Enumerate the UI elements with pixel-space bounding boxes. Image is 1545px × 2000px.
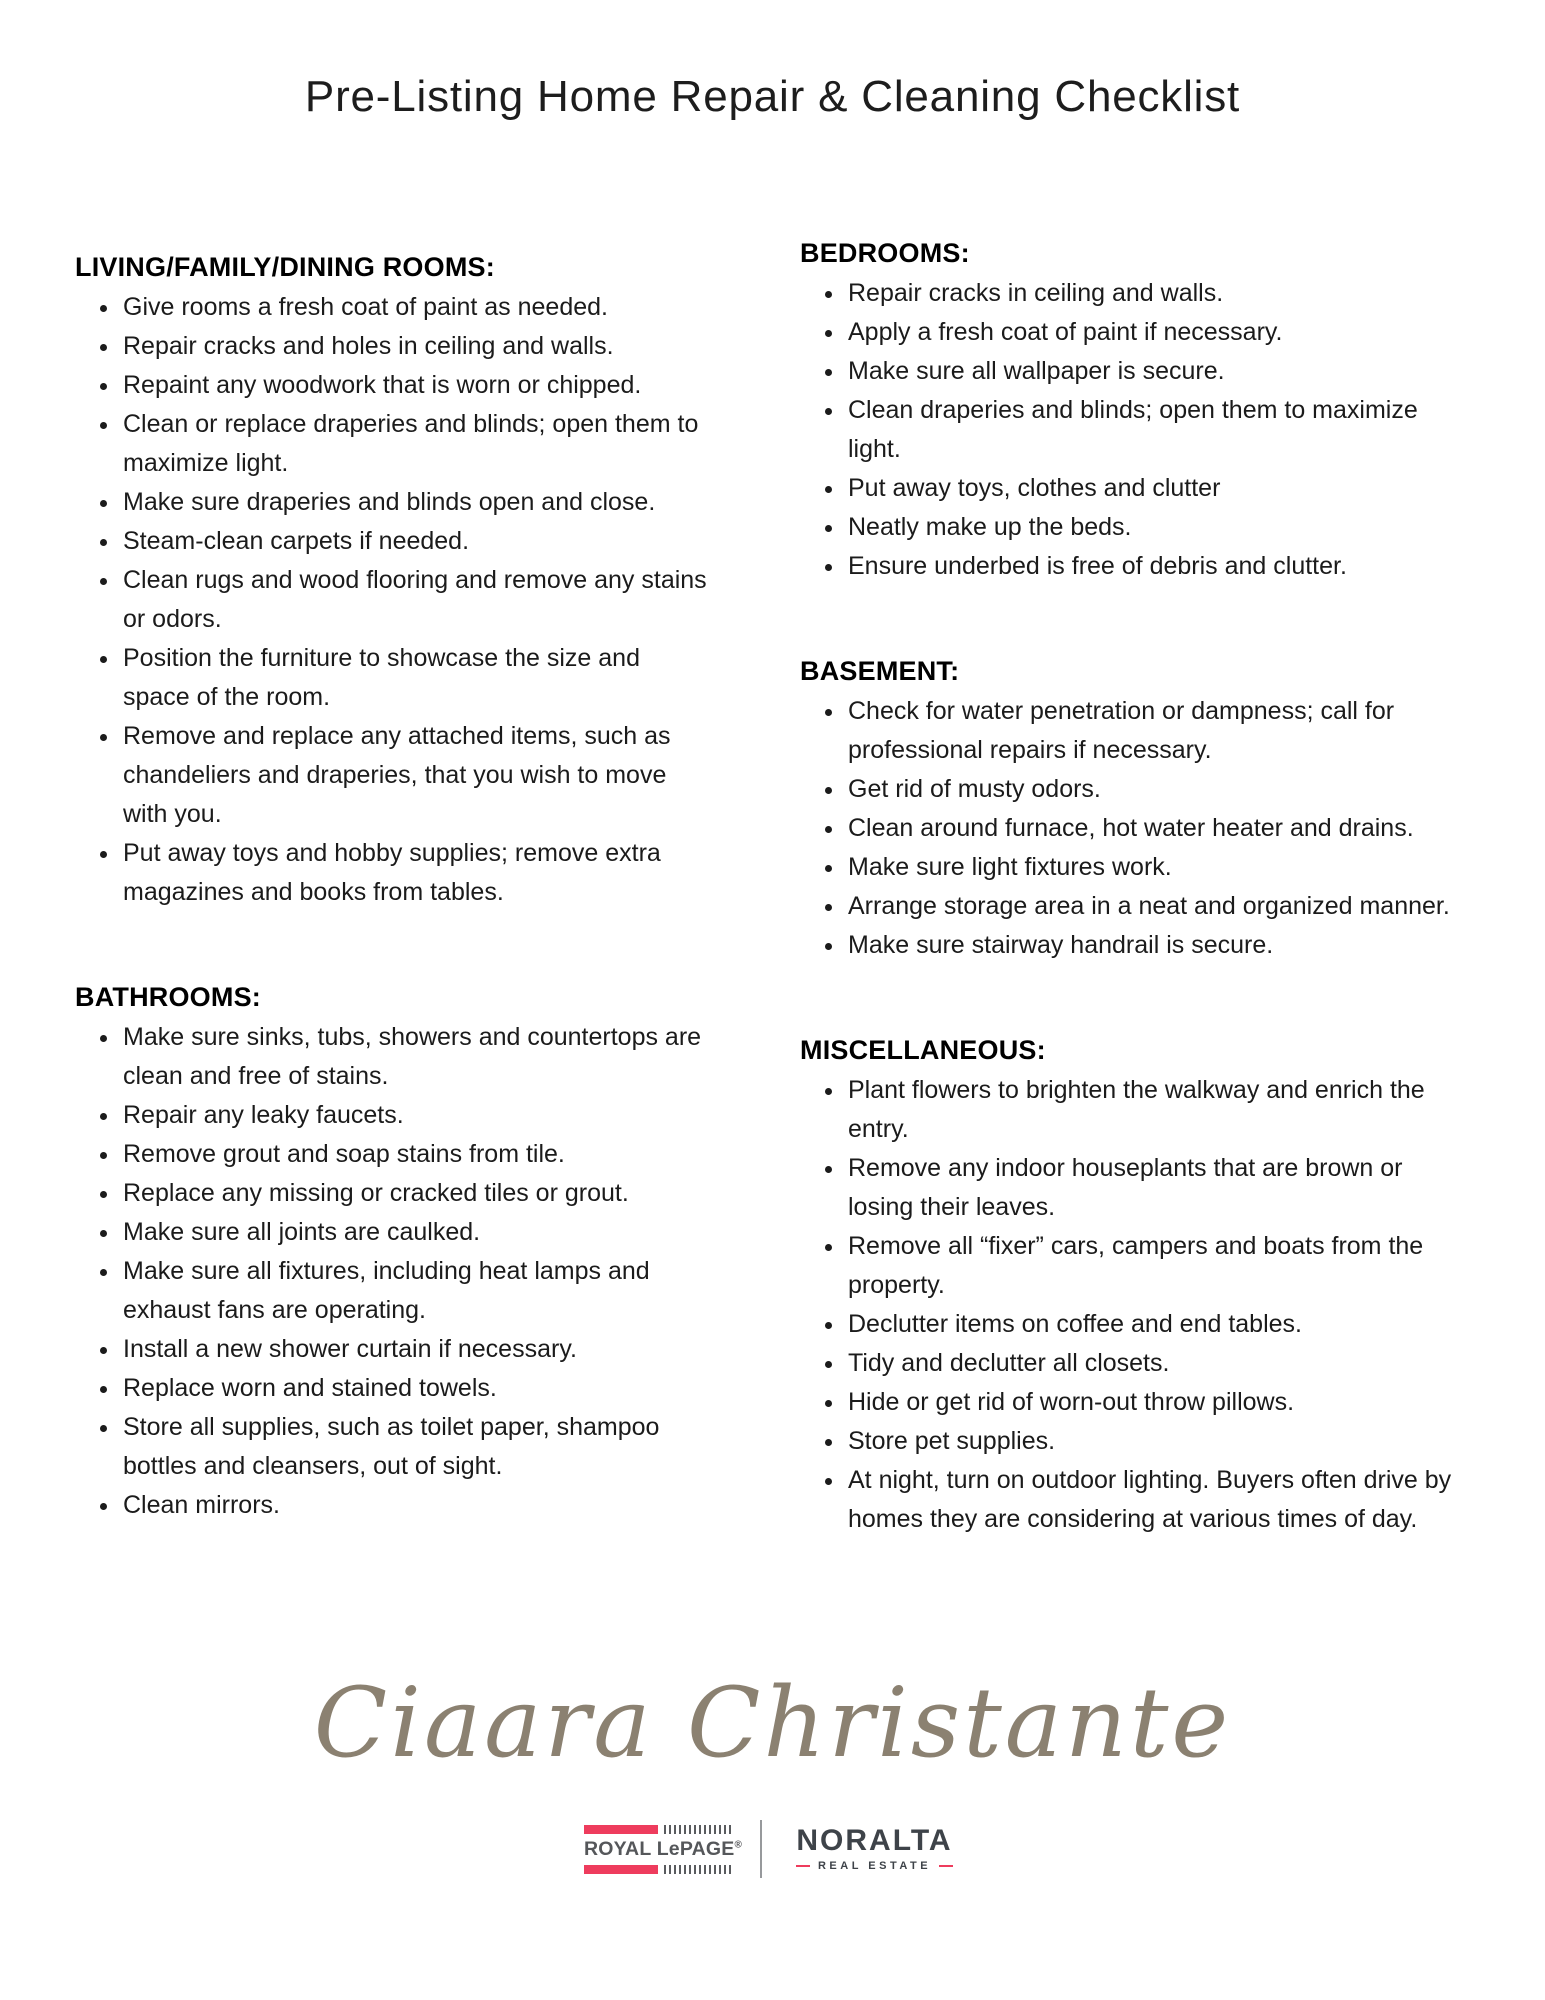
barcode-stripes-icon — [664, 1865, 734, 1874]
section-heading: BASEMENT: — [800, 656, 960, 686]
royal-lepage-logo — [583, 1825, 743, 1874]
left-column — [75, 238, 713, 1595]
checklist-item: • Steam-clean carpets if needed. — [121, 522, 713, 561]
checklist-item: • Repaint any woodwork that is worn or chipped. — [121, 366, 713, 405]
checklist-item: • Put away toys and hobby supplies; remove extra magazines and books from tables. — [121, 834, 713, 912]
brand-logos — [0, 1820, 1545, 1878]
section-basement — [800, 656, 1452, 965]
checklist-item: • Hide or get rid of worn-out throw pillows. — [846, 1383, 1452, 1422]
checklist-item: • Make sure stairway handrail is secure. — [846, 926, 1452, 965]
page-title: Pre-Listing Home Repair & Cleaning Checklist — [304, 72, 1241, 121]
checklist-item: • Repair cracks in ceiling and walls. — [846, 274, 1452, 313]
checklist-item: • Clean or replace draperies and blinds; open them to maximize light. — [121, 405, 713, 483]
checklist-item: • Remove and replace any attached items, such as chandeliers and draperies, that you wish to move with you. — [121, 717, 713, 834]
section-items — [800, 692, 1452, 965]
checklist-item: • Neatly make up the beds. — [846, 508, 1452, 547]
checklist-item: • Replace any missing or cracked tiles or grout. — [121, 1174, 713, 1213]
section-living-family-dining-rooms — [75, 252, 713, 912]
section-heading: LIVING/FAMILY/DINING ROOMS: — [75, 252, 495, 282]
checklist-item: • Give rooms a fresh coat of paint as needed. — [121, 288, 713, 327]
checklist-item: • Put away toys, clothes and clutter — [846, 469, 1452, 508]
checklist-item: • Repair cracks and holes in ceiling and walls. — [121, 327, 713, 366]
checklist-item: • Make sure sinks, tubs, showers and countertops are clean and free of stains. — [121, 1018, 713, 1096]
checklist-item: • Clean around furnace, hot water heater and drains. — [846, 809, 1452, 848]
royal-lepage-wordmark — [583, 1837, 743, 1861]
checklist-item: • Store all supplies, such as toilet paper, shampoo bottles and cleansers, out of sight. — [121, 1408, 713, 1486]
checklist-item: • Declutter items on coffee and end tables. — [846, 1305, 1452, 1344]
checklist-item: • Repair any leaky faucets. — [121, 1096, 713, 1135]
checklist-item: • Tidy and declutter all closets. — [846, 1344, 1452, 1383]
right-column — [800, 238, 1452, 1609]
noralta-tagline — [788, 1860, 961, 1872]
checklist-item: • Ensure underbed is free of debris and clutter. — [846, 547, 1452, 586]
tagline-right-dash — [939, 1865, 953, 1867]
red-bar — [584, 1865, 658, 1874]
royal-lepage-top-bar — [584, 1825, 734, 1834]
section-bedrooms — [800, 238, 1452, 586]
checklist-item: • Clean mirrors. — [121, 1486, 713, 1525]
noralta-wordmark: NORALTA — [796, 1824, 953, 1857]
checklist-item: • Get rid of musty odors. — [846, 770, 1452, 809]
checklist-item: • Make sure light fixtures work. — [846, 848, 1452, 887]
checklist-item: • Replace worn and stained towels. — [121, 1369, 713, 1408]
section-bathrooms — [75, 982, 713, 1525]
section-items — [75, 1018, 713, 1525]
logo-divider — [760, 1820, 762, 1878]
checklist-item: • Make sure all wallpaper is secure. — [846, 352, 1452, 391]
section-heading: BEDROOMS: — [800, 238, 970, 268]
checklist-item: • Clean draperies and blinds; open them to maximize light. — [846, 391, 1452, 469]
red-bar — [584, 1825, 658, 1834]
noralta-logo — [788, 1826, 961, 1872]
checklist-item: • Clean rugs and wood flooring and remove any stains or odors. — [121, 561, 713, 639]
checklist-item: • Arrange storage area in a neat and organized manner. — [846, 887, 1452, 926]
checklist-item: • Apply a fresh coat of paint if necessary. — [846, 313, 1452, 352]
royal-lepage-bottom-bar — [584, 1865, 734, 1874]
agent-signature: Ciaara Christante — [313, 1667, 1232, 1779]
section-items — [800, 274, 1452, 586]
section-items — [75, 288, 713, 912]
checklist-item: • Remove grout and soap stains from tile. — [121, 1135, 713, 1174]
checklist-item: • Remove any indoor houseplants that are brown or losing their leaves. — [846, 1149, 1452, 1227]
registered-trademark-symbol: ® — [734, 1839, 743, 1850]
checklist-item: • Install a new shower curtain if necessary. — [121, 1330, 713, 1369]
checklist-item: • Make sure all fixtures, including heat lamps and exhaust fans are operating. — [121, 1252, 713, 1330]
checklist-item: • Position the furniture to showcase the size and space of the room. — [121, 639, 713, 717]
section-items — [800, 1071, 1452, 1539]
checklist-item: • At night, turn on outdoor lighting. Buyers often drive by homes they are considering at various times of day. — [846, 1461, 1452, 1539]
checklist-item: • Store pet supplies. — [846, 1422, 1452, 1461]
section-heading: BATHROOMS: — [75, 982, 261, 1012]
checklist-item: • Check for water penetration or dampness; call for professional repairs if necessary. — [846, 692, 1452, 770]
tagline-text: REAL ESTATE — [817, 1860, 932, 1872]
royal-lepage-name: ROYAL LePAGE — [583, 1837, 735, 1860]
checklist-item: • Make sure draperies and blinds open and close. — [121, 483, 713, 522]
checklist-item: • Make sure all joints are caulked. — [121, 1213, 713, 1252]
tagline-left-dash — [796, 1865, 810, 1867]
checklist-item: • Plant flowers to brighten the walkway and enrich the entry. — [846, 1071, 1452, 1149]
section-heading: MISCELLANEOUS: — [800, 1035, 1046, 1065]
section-miscellaneous — [800, 1035, 1452, 1539]
checklist-columns — [75, 238, 1452, 1609]
barcode-stripes-icon — [664, 1825, 734, 1834]
checklist-item: • Remove all “fixer” cars, campers and boats from the property. — [846, 1227, 1452, 1305]
